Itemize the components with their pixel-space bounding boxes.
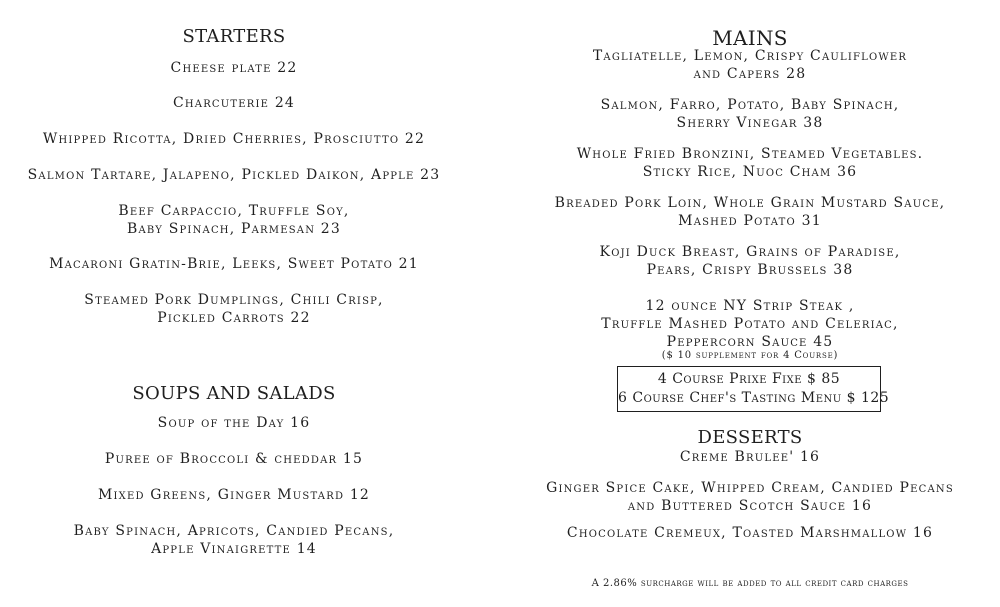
menu-item-tagliatelle [530, 47, 970, 83]
credit-card-surcharge-note: A 2.86% surcharge will be added to all credit card charges [591, 578, 909, 589]
menu-item-line: Truffle Mashed Potato and Celeriac, [601, 316, 899, 332]
menu-item-line: Charcuterie 24 [172, 95, 296, 111]
menu-item-line: Sherry Vinegar 38 [676, 115, 824, 131]
menu-item-line: Beef Carpaccio, Truffle Soy, [118, 203, 350, 219]
menu-item-pork-dumplings [0, 291, 468, 327]
menu-item-duck-breast [530, 243, 970, 279]
menu-item-line: Baby Spinach, Apricots, Candied Pecans, [73, 523, 395, 539]
menu-item-line: Chocolate Cremeux, Toasted Marshmallow 16 [566, 525, 934, 541]
chef-tasting-6-course: 6 Course Chef's Tasting Menu $ 125 [618, 390, 890, 406]
menu-item-chocolate-cremeux [530, 524, 970, 542]
starters-heading: STARTERS [182, 26, 286, 47]
menu-item-broccoli-puree [0, 450, 468, 468]
menu-item-ginger-spice-cake [530, 479, 970, 515]
menu-item-line: Apple Vinaigrette 14 [151, 541, 317, 557]
menu-item-line: Macaroni Gratin-Brie, Leeks, Sweet Potato 21 [49, 256, 419, 272]
menu-item-line: Tagliatelle, Lemon, Crispy Cauliflower [592, 48, 908, 64]
menu-item-line: Cheese plate 22 [170, 60, 298, 76]
steak-supplement-note: ($ 10 supplement for 4 Course) [661, 350, 839, 361]
menu-item-creme-brulee [530, 448, 970, 466]
prix-fixe-4-course: 4 Course Prixe Fixe $ 85 [657, 371, 841, 387]
menu-item-line: Steamed Pork Dumplings, Chili Crisp, [84, 292, 384, 308]
menu-item-mixed-greens [0, 486, 468, 504]
menu-item-line: and Capers 28 [693, 66, 807, 82]
menu-item-pork-loin [530, 194, 970, 230]
menu-item-line: Puree of Broccoli & cheddar 15 [104, 451, 364, 467]
menu-item-salmon-farro [530, 96, 970, 132]
menu-item-salmon-tartare [0, 166, 468, 184]
menu-item-line: Peppercorn Sauce 45 [666, 334, 834, 350]
menu-item-line: and Buttered Scotch Sauce 16 [627, 498, 873, 514]
menu-item-whipped-ricotta [0, 130, 468, 148]
menu-item-macaroni-gratin [0, 255, 468, 273]
soups-salads-heading: SOUPS AND SALADS [132, 383, 336, 404]
menu-item-charcuterie [0, 94, 468, 112]
mains-heading: MAINS [712, 26, 788, 50]
menu-item-line: Whole Fried Bronzini, Steamed Vegetables. [576, 146, 924, 162]
menu-item-line: Salmon Tartare, Jalapeno, Pickled Daikon, Apple 23 [27, 167, 441, 183]
menu-item-line: Salmon, Farro, Potato, Baby Spinach, [600, 97, 900, 113]
menu-item-line: Whipped Ricotta, Dried Cherries, Prosciutto 22 [42, 131, 426, 147]
menu-item-beef-carpaccio [0, 202, 468, 238]
prix-fixe-box [617, 366, 890, 412]
menu-item-line: Soup of the Day 16 [157, 415, 311, 431]
menu-item-line: Pickled Carrots 22 [157, 310, 311, 326]
menu-item-line: Mashed Potato 31 [678, 213, 822, 229]
menu-item-fried-bronzini [530, 145, 970, 181]
menu-item-line: Sticky Rice, Nuoc Cham 36 [642, 164, 858, 180]
menu-item-line: Breaded Pork Loin, Whole Grain Mustard Sauce, [554, 195, 946, 211]
menu-item-line: 12 ounce NY Strip Steak , [645, 298, 855, 314]
menu-item-line: Creme Brulee' 16 [679, 449, 821, 465]
menu-item-line: Mixed Greens, Ginger Mustard 12 [97, 487, 371, 503]
menu-item-baby-spinach-salad [0, 522, 468, 558]
menu-item-line: Baby Spinach, Parmesan 23 [126, 221, 342, 237]
desserts-heading: DESSERTS [697, 427, 803, 448]
menu-item-line: Pears, Crispy Brussels 38 [646, 262, 854, 278]
menu-item-soup-of-the-day [0, 414, 468, 432]
menu-item-strip-steak [530, 297, 970, 351]
menu-item-cheese-plate [0, 59, 468, 77]
menu-item-line: Ginger Spice Cake, Whipped Cream, Candied Pecans [546, 480, 954, 496]
menu-item-line: Koji Duck Breast, Grains of Paradise, [599, 244, 901, 260]
